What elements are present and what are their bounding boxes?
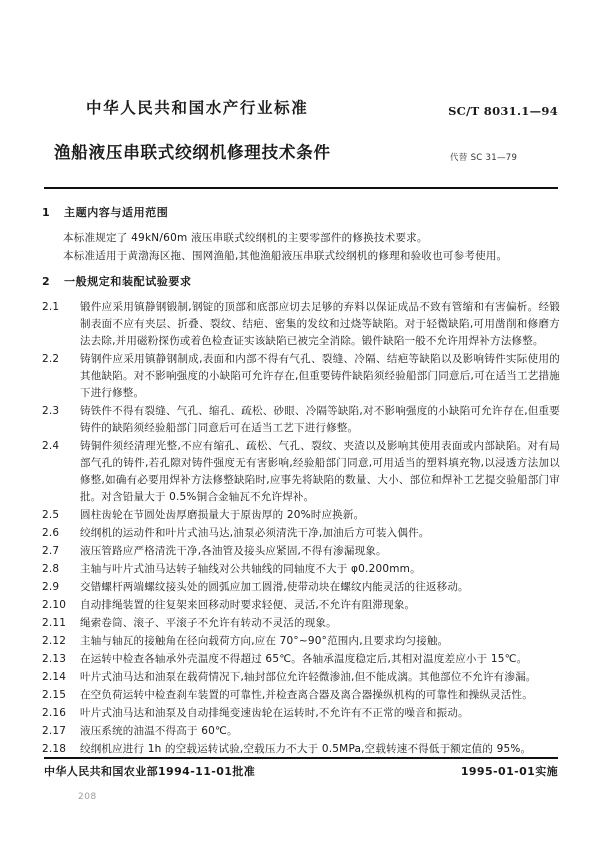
masthead-row-title	[42, 144, 558, 163]
clause-2-11	[42, 615, 560, 632]
clause-number: 2.4	[42, 439, 60, 452]
section-1-paragraph-2: 本标准适用于黄渤海区拖、围网渔船,其他渔船液压串联式绞纲机的修理和验收也可参考使用。	[63, 249, 508, 262]
clause-number: 2.17	[42, 724, 67, 737]
clause-2-14	[42, 669, 560, 686]
section-title-1: 主题内容与适用范围	[64, 206, 169, 219]
clause-2-7	[42, 543, 560, 560]
clause-number: 2.3	[42, 404, 60, 417]
section-heading-1	[42, 205, 560, 221]
clause-text: 绞纲机的运动件和叶片式油马达,油泵必须清洗干净,加油后方可装入偶件。	[80, 526, 430, 539]
clause-number: 2.2	[42, 352, 60, 365]
clause-2-5	[42, 507, 560, 524]
clause-2-16	[42, 705, 560, 722]
masthead-row-organization	[42, 100, 558, 118]
document-masthead	[42, 100, 558, 163]
clause-2-17	[42, 723, 560, 740]
clause-number: 2.5	[42, 508, 60, 521]
clause-2-2	[42, 351, 560, 402]
header-divider	[44, 187, 558, 189]
clause-number: 2.14	[42, 670, 67, 683]
clause-text: 在运转中检查各轴承外壳温度不得超过 65℃。各轴承温度稳定后,其相对温度差应小于 15℃。	[80, 652, 528, 665]
clause-text: 在空负荷运转中检查刹车装置的可靠性,并检查离合器及离合器操纵机构的可靠性和操纵灵活性。	[80, 688, 533, 701]
clause-text: 铸钢件应采用镇静钢制成,表面和内部不得有气孔、裂缝、冷隔、结疤等缺陷以及影响铸件实际使用的其他缺陷。对不影响强度的小缺陷可允许存在,但重要铸件缺陷须经验船部门同意后,可在适当工艺措施下进行修整。	[80, 352, 560, 399]
clause-2-18	[42, 741, 560, 758]
clause-number: 2.18	[42, 742, 67, 755]
clause-text: 锻件应采用镇静钢锻制,钢锭的顶部和底部应切去足够的弃料以保证成品不致有管缩和有害偏析。经锻制表面不应有夹层、折叠、裂纹、结疤、密集的发纹和过烧等缺陷。对于轻微缺陷,可用凿削和修磨方法去除,并用磁粉探伤或着色检查证实该缺陷已被完全消除。锻件缺陷一般不允许用焊补方法修整。	[80, 300, 560, 347]
clause-2-12	[42, 633, 560, 650]
clause-text: 叶片式油马达和油泵在载荷情况下,轴封部位允许轻微渗油,但不能成漓。其他部位不允许有渗漏。	[80, 670, 537, 683]
document-body	[42, 205, 560, 759]
approval-statement: 中华人民共和国农业部1994-11-01批准	[44, 765, 256, 778]
clause-2-9	[42, 579, 560, 596]
section-number-1: 1	[42, 206, 51, 219]
section-heading-2	[42, 274, 560, 290]
clause-number: 2.8	[42, 562, 60, 575]
clause-text: 主轴与轴瓦的接触角在径向载荷方向,应在 70°~90°范围内,且要求均匀接触。	[80, 634, 449, 647]
clause-number: 2.1	[42, 300, 60, 313]
clause-number: 2.16	[42, 706, 67, 719]
clause-number: 2.12	[42, 634, 67, 647]
clause-text: 交错螺杆两端螺纹接头处的圆弧应加工圆滑,使带动块在螺纹内能灵活的往返移动。	[80, 580, 469, 593]
clause-text: 圆柱齿轮在节圆处齿厚磨损量大于原齿厚的 20%时应换新。	[80, 508, 365, 521]
clause-2-15	[42, 687, 560, 704]
clause-text: 绞纲机应进行 1h 的空载运转试验,空载压力不大于 0.5MPa,空载转速不得低于额定值的 95%。	[80, 742, 532, 755]
clause-number: 2.13	[42, 652, 67, 665]
clause-text: 液压系统的油温不得高于 60℃。	[80, 724, 238, 737]
clause-text: 绳索卷筒、滚子、平滚子不允许有转动不灵活的现象。	[80, 616, 337, 629]
clause-2-4	[42, 438, 560, 506]
clause-text: 主轴与叶片式油马达转子轴线对公共轴线的同轴度不大于 φ0.200mm。	[80, 562, 421, 575]
implementation-date: 1995-01-01实施	[460, 765, 558, 778]
section-1-paragraph-1: 本标准规定了 49kN/60m 液压串联式绞纲机的主要零部件的修换技术要求。	[63, 231, 428, 244]
clause-2-6	[42, 525, 560, 542]
clause-number: 2.9	[42, 580, 60, 593]
clause-2-10	[42, 597, 560, 614]
document-footer	[44, 763, 558, 779]
clause-text: 铸铜件须经清理光整,不应有缩孔、疏松、气孔、裂纹、夹渣以及影响其使用表面或内部缺陷。对有局部气孔的铸件,若孔隙对铸件强度无有害影响,经验船部门同意,可用适当的塑料填充物,以浸透方法加以修整,如确有必要用焊补方法修整缺陷时,应事先将缺陷的数量、大小、部位和焊补工艺提交验船部门审批。对含铅量大于 0.5%铜合金轴瓦不允许焊补。	[80, 439, 560, 503]
footer-divider	[44, 757, 558, 759]
clause-text: 叶片式油马达和油泵及自动排绳变速齿轮在运转时,不允许有不正常的噪音和振动。	[80, 706, 469, 719]
issuing-organization: 中华人民共和国水产行业标准	[86, 99, 309, 117]
clause-number: 2.10	[42, 598, 67, 611]
clause-number: 2.15	[42, 688, 67, 701]
clause-2-13	[42, 651, 560, 668]
section-number-2: 2	[42, 274, 51, 288]
clause-text: 自动排绳装置的往复架来回移动时要求轻便、灵活,不允许有阻滞现象。	[80, 598, 416, 611]
replaces-note: 代替 SC 31—79	[450, 153, 518, 163]
clause-number: 2.11	[42, 616, 67, 629]
clause-2-8	[42, 561, 560, 578]
page-number: 208	[78, 792, 97, 802]
clause-number: 2.6	[42, 526, 60, 539]
clause-2-1	[42, 299, 560, 350]
clause-text: 液压管路应严格清洗干净,各油管及接头应紧固,不得有渗漏现象。	[80, 544, 387, 557]
section-title-2: 一般规定和装配试验要求	[64, 274, 192, 288]
page-title: 渔船液压串联式绞纲机修理技术条件	[54, 143, 331, 162]
clause-text: 铸铁件不得有裂缝、气孔、缩孔、疏松、砂眼、冷隔等缺陷,对不影响强度的小缺陷可允许存在,但重要铸件的缺陷须经验船部门同意后可在适当工艺下进行修整。	[80, 404, 560, 434]
clause-number: 2.7	[42, 544, 60, 557]
standard-code: SC/T 8031.1—94	[448, 104, 558, 118]
clause-2-3	[42, 403, 560, 437]
